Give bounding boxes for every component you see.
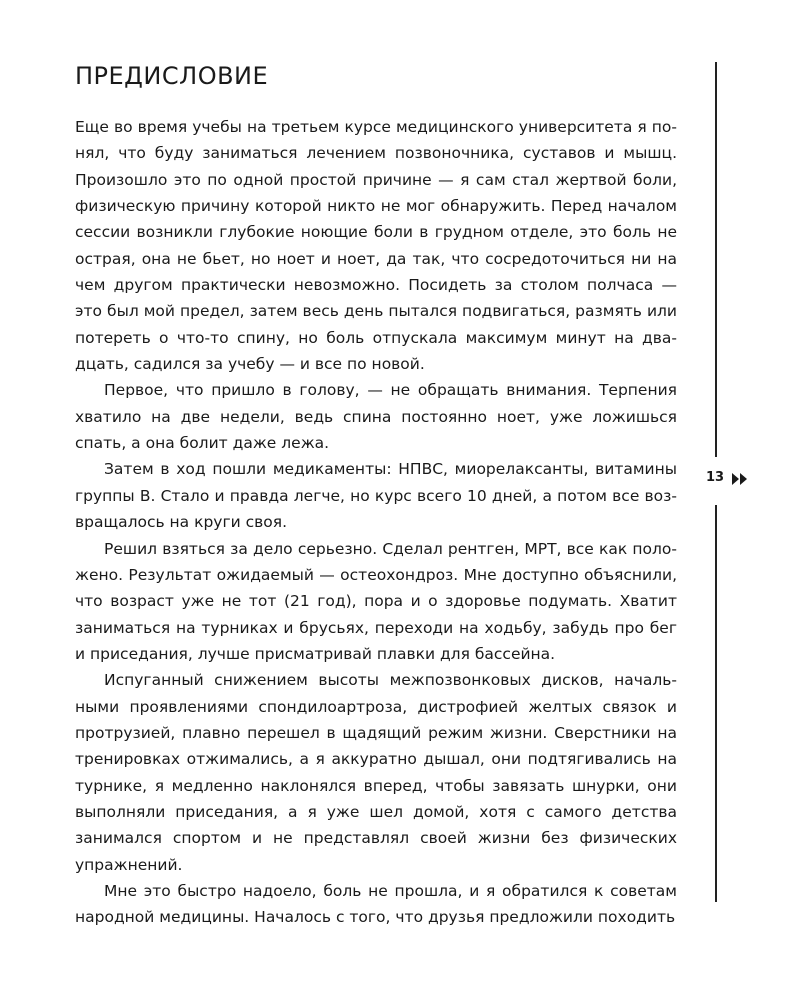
margin-rule-top <box>715 62 717 457</box>
margin-rule-bottom <box>715 505 717 902</box>
double-chevron-right-icon <box>732 473 748 485</box>
paragraph: Еще во время учебы на третьем курсе медицинского университета я понял, что буду заниматься лечением позвоночника, суставов и мышц. Произошло это по одной простой причине — я сам стал жертвой боли, физическую причину которой никто не мог обнаружить. Перед началом сессии возникли глубокие ноющие боли в грудном отделе, это боль не острая, она не бьет, но ноет и ноет, да так, что сосредоточиться ни на чем другом практически невозможно. Посидеть за столом полчаса — это был мой предел, затем весь день пытался подвигаться, размять или потереть о что-то спину, но боль отпускала максимум минут на двадцать, садился за учебу — и все по новой. <box>75 118 677 374</box>
page-number: 13 <box>706 470 725 485</box>
paragraph: Испуганный снижением высоты межпозвонковых дисков, начальными проявлениями спондилоартроза, дистрофией желтых связок и протрузией, плавно перешел в щадящий режим жизни. Сверстники на тренировках отжимались, а я аккуратно дышал, они подтягивались на турнике, я медленно наклонялся вперед, чтобы завязать шнурки, они выполняли приседания, а я уже шел домой, хотя с самого детства занимался спортом и не представлял своей жизни без физических упражнений. <box>75 671 677 874</box>
paragraph: Мне это быстро надоело, боль не прошла, и я обратился к советам народной медицины. Началось с того, что друзья предложили походить <box>75 881 677 927</box>
page-title: ПРЕДИСЛОВИЕ <box>75 62 269 90</box>
paragraph: Решил взяться за дело серьезно. Сделал рентген, МРТ, все как положено. Результат ожидаемый — остеохондроз. Мне доступно объяснили, что возраст уже не тот (21 год), пора и о здоровье подумать. Хватит заниматься на турниках и брусьях, переходи на ходьбу, забудь про бег и приседания, лучше присматривай плавки для бассейна. <box>75 539 677 663</box>
body-text <box>75 114 677 931</box>
paragraph: Затем в ход пошли медикаменты: НПВС, миорелаксанты, витамины группы B. Стало и правда легче, но курс всего 10 дней, а потом все возвращалось на круги своя. <box>75 460 677 532</box>
paragraph: Первое, что пришло в голову, — не обращать внимания. Терпения хватило на две недели, ведь спина постоянно ноет, уже ложишься спать, а она болит даже лежа. <box>75 381 677 453</box>
